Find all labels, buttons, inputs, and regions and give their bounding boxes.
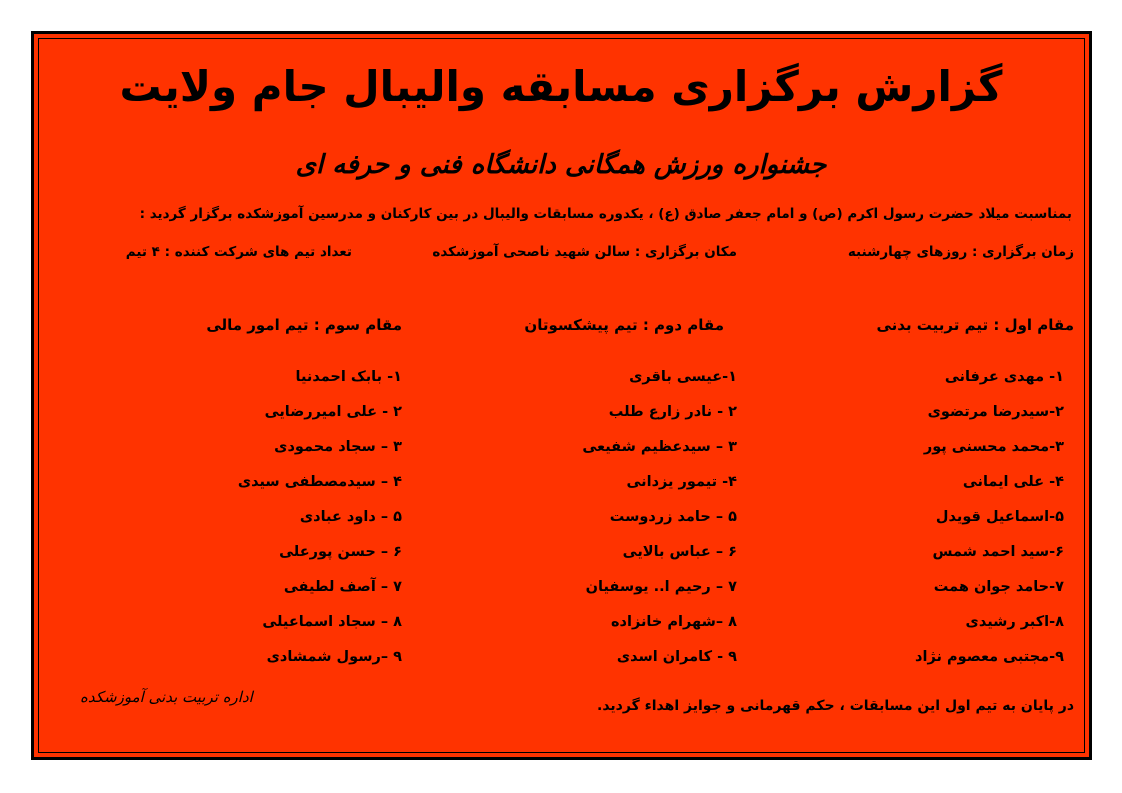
list-item: ۹ - کامران اسدی (616, 649, 737, 665)
list-item: ۳-محمد محسنی پور (923, 439, 1064, 455)
list-item: ۶ – عباس بالایی (622, 544, 737, 560)
list-item: ۱-عیسی باقری (629, 369, 737, 385)
info-teams: تعداد تیم های شرکت کننده : ۴ تیم (125, 244, 352, 260)
list-item: ۸ – سجاد اسماعیلی (262, 614, 402, 630)
list-item: ۵ – داود عبادی (299, 509, 402, 525)
list-item: ۹ –رسول شمشادی (266, 649, 402, 665)
list-item: ۱- بابک احمدنیا (295, 369, 402, 385)
intro-text: بمناسبت میلاد حضرت رسول اکرم (ص) و امام جعفر صادق (ع) ، یکدوره مسابقات والیبال در بین کارکنان و مدرسین آموزشکده برگزار گردید : (139, 206, 1072, 222)
info-place: مکان برگزاری : سالن شهید ناصحی آموزشکده (432, 244, 737, 260)
list-item: ۸-اکبر رشیدی (965, 614, 1064, 630)
list-item: ۲ - علی امیررضایی (264, 404, 402, 420)
second-place-list (582, 366, 737, 681)
report-title: گزارش برگزاری مسابقه والیبال جام ولایت (119, 62, 1003, 111)
list-item: ۴- علی ایمانی (962, 474, 1064, 490)
list-item: ۶ – حسن پورعلی (279, 544, 402, 560)
list-item: ۷ – رحیم ا.. یوسفیان (585, 579, 737, 595)
list-item: ۳ – سیدعظیم شفیعی (582, 439, 737, 455)
list-item: ۴ – سیدمصطفی سیدی (237, 474, 402, 490)
second-place-heading: مقام دوم : تیم پیشکسوتان (524, 316, 724, 334)
list-item: ۹-مجتبی معصوم نژاد (915, 649, 1064, 665)
list-item: ۲ - نادر زارع طلب (608, 404, 737, 420)
list-item: ۵ – حامد زردوست (609, 509, 737, 525)
list-item: ۷ – آصف لطیفی (283, 579, 402, 595)
info-time: زمان برگزاری : روزهای چهارشنبه (847, 244, 1074, 260)
list-item: ۸ –شهرام خانزاده (611, 614, 737, 630)
list-item: ۲-سیدرضا مرتضوی (927, 404, 1064, 420)
first-place-list (915, 366, 1064, 681)
first-place-heading: مقام اول : تیم تربیت بدنی (876, 316, 1074, 334)
festival-subtitle: جشنواره ورزش همگانی دانشگاه فنی و حرفه ای (295, 150, 827, 180)
closing-text: در پایان به تیم اول این مسابقات ، حکم قهرمانی و جوایز اهداء گردید. (597, 698, 1074, 714)
signature: اداره تربیت بدنی آموزشکده (80, 688, 253, 706)
list-item: ۵-اسماعیل قویدل (935, 509, 1064, 525)
list-item: ۳ – سجاد محمودی (274, 439, 402, 455)
list-item: ۱- مهدی عرفانی (944, 369, 1064, 385)
third-place-heading: مقام سوم : تیم امور مالی (206, 316, 402, 334)
third-place-list (238, 366, 402, 681)
list-item: ۷-حامد جوان همت (933, 579, 1064, 595)
list-item: ۴- تیمور یزدانی (626, 474, 737, 490)
list-item: ۶-سید احمد شمس (932, 544, 1064, 560)
